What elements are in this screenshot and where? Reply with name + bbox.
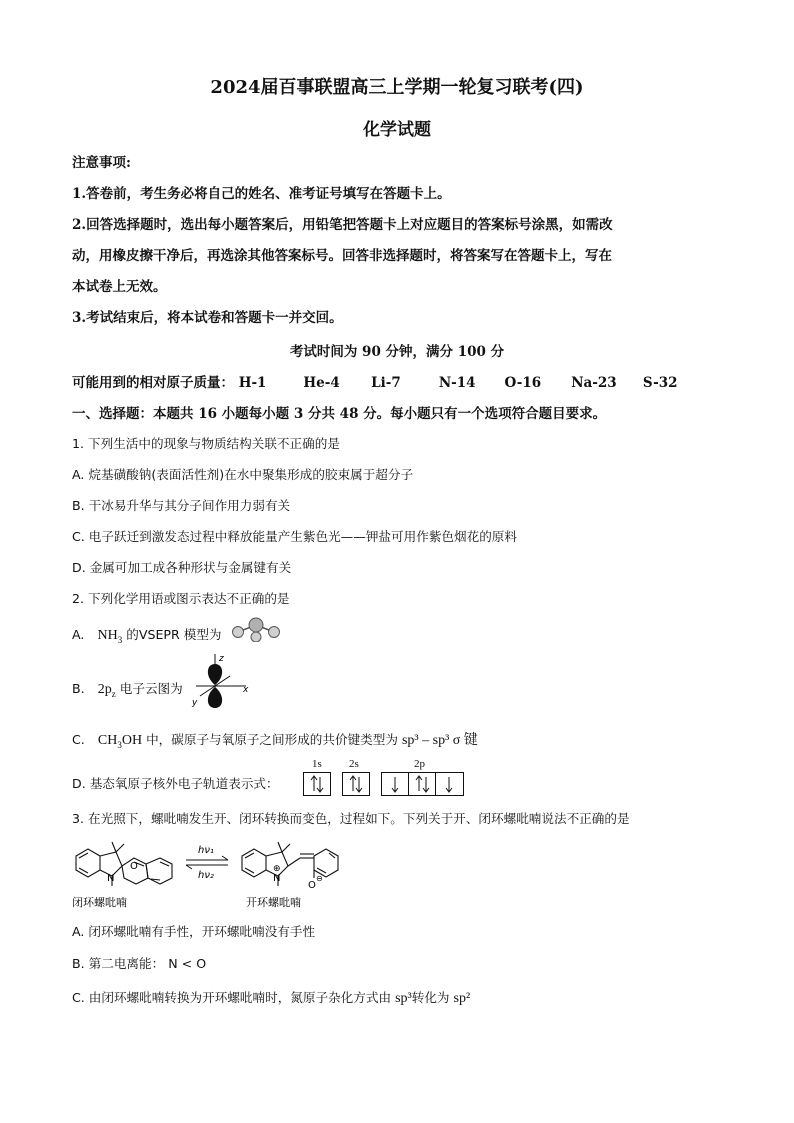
atomic-masses-label: 可能用到的相对原子质量：: [72, 375, 234, 391]
atomic-masses: [72, 371, 678, 391]
q2-option-b: [72, 678, 183, 699]
exam-title: 2024届百事联盟高三上学期一轮复习联考(四): [210, 77, 584, 98]
x-axis-label: x: [243, 685, 249, 695]
q2-stem: 2. 下列化学用语或图示表达不正确的是: [72, 591, 290, 606]
open-spiropyran-structure: [242, 842, 338, 886]
orbital-box-2p: [381, 772, 464, 796]
q2-c-formula-oh: OH: [121, 733, 143, 748]
mass-he: He-4: [303, 375, 340, 391]
open-o-charge: ⊖: [316, 874, 323, 883]
q3-c-mid: 转化为: [411, 990, 454, 1005]
open-n-charge: ⊕: [273, 864, 281, 874]
q2-option-c: [72, 729, 478, 750]
orbital-label-1s: 1s: [312, 758, 322, 770]
orbital-label-2p: 2p: [414, 758, 425, 770]
notice-item-2-line-3: 本试卷上无效。: [72, 279, 167, 295]
q2-option-a: [72, 624, 222, 645]
q1-option-d: D. 金属可加工成各种形状与金属键有关: [72, 560, 292, 575]
q2-option-d: D. 基态氧原子核外电子轨道表示式：: [72, 776, 279, 791]
notice-heading: 注意事项:: [72, 155, 131, 171]
q2-b-prefix: B.: [72, 681, 85, 696]
orbital-label-2s: 2s: [349, 758, 359, 770]
mass-n: N-14: [438, 375, 476, 391]
notice-item-1: 1.答卷前，考生务必将自己的姓名、准考证号填写在答题卡上。: [72, 186, 451, 202]
q1-stem: 1. 下列生活中的现象与物质结构关联不正确的是: [72, 436, 340, 451]
q3-c-text: C. 由闭环螺吡喃转换为开环螺吡喃时，氮原子杂化方式由: [72, 990, 396, 1005]
vsepr-model-diagram: [228, 616, 284, 642]
q1-option-a: A. 烷基磺酸钠(表面活性剂)在水中聚集形成的胶束属于超分子: [72, 467, 414, 482]
orbital-2p-1: [382, 773, 409, 795]
orbital-2p-3: [436, 773, 463, 795]
q2-b-text: 电子云图为: [115, 681, 183, 696]
orbital-1s-paired: [304, 773, 330, 795]
q3-c-to: sp²: [453, 991, 471, 1006]
q2-a-prefix: A.: [72, 627, 85, 642]
exam-subject: 化学试题: [363, 120, 431, 140]
q2-c-subscript: 3: [117, 740, 122, 751]
q2-b-subscript: z: [111, 689, 116, 700]
2pz-orbital-diagram: [188, 652, 252, 710]
mass-o: O-16: [504, 375, 542, 391]
mass-na: Na-23: [571, 375, 617, 391]
q2-a-subscript: 3: [117, 635, 123, 646]
q2-b-formula: 2p: [97, 682, 112, 697]
arrow-top-label: hν₁: [198, 845, 214, 856]
q2-a-formula: NH: [97, 628, 118, 643]
orbital-2p-2: [409, 773, 436, 795]
section-heading: 一、选择题：本题共 16 小题每小题 3 分共 48 分。每小题只有一个选项符合题目要求。: [72, 406, 607, 422]
open-n-label: N: [273, 873, 281, 884]
z-axis-label: z: [219, 654, 224, 664]
y-axis-label: y: [192, 698, 198, 708]
orbital-box-1s: [303, 772, 331, 796]
q3-stem: 3. 在光照下，螺吡喃发生开、闭环转换而变色，过程如下。下列关于开、闭环螺吡喃说法不正确的是: [72, 811, 630, 826]
mass-li: Li-7: [371, 375, 401, 391]
notice-item-2-line-1: 2.回答选择题时，选出每小题答案后，用铅笔把答题卡上对应题目的答案标号涂黑，如需改: [72, 217, 613, 233]
q2-a-text: 的VSEPR 模型为: [122, 627, 222, 642]
equilibrium-arrows: [186, 856, 228, 869]
mass-h: H-1: [238, 375, 267, 391]
open-o-label: O: [308, 880, 316, 891]
closed-spiropyran-label: 闭环螺吡喃: [72, 896, 127, 909]
q1-option-b: B. 干冰易升华与其分子间作用力弱有关: [72, 498, 291, 513]
notice-item-2-line-2: 动，用橡皮擦干净后，再选涂其他答案标号。回答非选择题时，将答案写在答题卡上，写在: [72, 248, 612, 264]
q2-c-prefix: C.: [72, 732, 85, 747]
mass-s: S-32: [642, 375, 678, 391]
q3-option-b: B. 第二电离能： N < O: [72, 956, 207, 971]
orbital-box-2s: [342, 772, 370, 796]
spiropyran-reaction-diagram: [68, 834, 368, 910]
closed-n-label: N: [107, 873, 115, 884]
q2-c-text: 中，碳原子与氧原子之间形成的共价键类型为: [142, 732, 402, 747]
q3-c-from: sp³: [395, 991, 412, 1006]
closed-spiropyran-structure: [76, 842, 172, 886]
q1-option-c: C. 电子跃迁到激发态过程中释放能量产生紫色光——钾盐可用作紫色烟花的原料: [72, 529, 517, 544]
exam-time-info: 考试时间为 90 分钟，满分 100 分: [289, 344, 505, 360]
closed-o-label: O: [130, 861, 138, 872]
arrow-bottom-label: hν₂: [198, 870, 214, 881]
q2-c-formula-ch: CH: [97, 733, 118, 748]
q2-c-bond-type: sp³ – sp³ σ 键: [401, 733, 478, 748]
q3-option-c: [72, 987, 470, 1007]
orbital-2s-paired: [343, 773, 369, 795]
q3-option-a: A. 闭环螺吡喃有手性，开环螺吡喃没有手性: [72, 924, 316, 939]
notice-item-3: 3.考试结束后，将本试卷和答题卡一并交回。: [72, 310, 343, 326]
open-spiropyran-label: 开环螺吡喃: [246, 896, 301, 909]
